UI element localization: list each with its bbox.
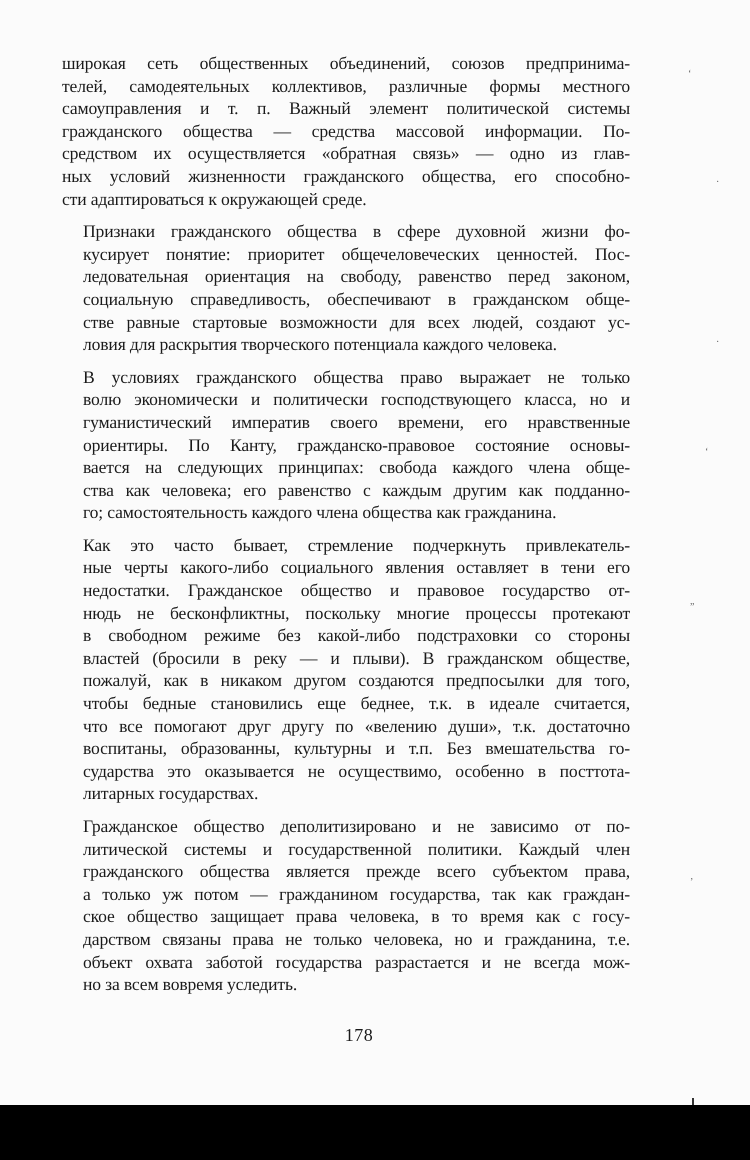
text-line: гражданского общества является прежде всего субъектом права, (83, 861, 630, 882)
text-line: ства как человека; его равенство с каждым другим как подданно- (83, 479, 630, 500)
text-line: Признаки гражданского общества в сфере духовной жизни фо- (83, 221, 630, 242)
text-line: кусирует понятие: приоритет общечеловеческих ценностей. Пос- (83, 243, 630, 264)
text-line: самоуправления и т. п. Важный элемент политической системы (62, 98, 630, 119)
text-line: объект охвата заботой государства разрастается и не всегда мож- (83, 951, 630, 972)
text-line: чтобы бедные становились еще беднее, т.к. в идеале считается, (83, 693, 630, 714)
scan-speck: ” (690, 602, 695, 613)
paragraph-4 (62, 534, 630, 805)
text-line: Как это часто бывает, стремление подчеркнуть привлекатель- (83, 534, 630, 555)
text-line: Гражданское общество деполитизировано и не зависимо от по- (83, 816, 630, 836)
text-line: литической системы и государственной политики. Каждый член (83, 838, 630, 859)
text-line: воспитаны, образованны, культурны и т.п. Без вмешательства го- (83, 738, 630, 759)
text-line: ледовательная ориентация на свободу, равенство перед законом, (83, 266, 630, 287)
text-line: телей, самодеятельных коллективов, различные формы местного (62, 75, 630, 96)
body-text (62, 52, 630, 1006)
scan-speck: · (716, 337, 720, 348)
text-line: а только уж потом — гражданином государства, так как граждан- (83, 883, 630, 904)
text-line: ориентиры. По Канту, гражданско-правовое состояние основы- (83, 434, 630, 455)
paragraph-5 (62, 815, 630, 996)
text-line: го; самостоятельность каждого члена общества как гражданина. (83, 502, 557, 523)
text-line: в свободном режиме без какой-либо подстраховки со стороны (83, 625, 630, 646)
text-line: широкая сеть общественных объединений, союзов предпринима- (62, 53, 630, 73)
text-line: стве равные стартовые возможности для всех людей, создают ус- (83, 311, 630, 332)
text-line: средством их осуществляется «обратная связь» — одно из глав- (62, 143, 630, 164)
text-line: нюдь не бесконфликтны, поскольку многие процессы протекают (83, 602, 630, 623)
scan-speck: ’ (690, 877, 694, 888)
paragraph-3 (62, 366, 630, 524)
page-number-text: 178 (344, 1025, 374, 1045)
text-line: ных условий жизненности гражданского общества, его способно- (62, 165, 630, 186)
scan-speck: · (716, 177, 720, 188)
text-line: ные черты какого-либо социального явления оставляет в тени его (83, 557, 630, 578)
text-line: волю экономически и политически господствующего класса, но и (83, 389, 630, 410)
text-line: литарных государствах. (83, 783, 259, 804)
text-line: ловия для раскрытия творческого потенциала каждого человека. (83, 334, 557, 355)
scan-dark-band (0, 1105, 750, 1160)
page-number (0, 1025, 750, 1046)
text-line: пожалуй, как в никаком другом создаются предпосылки для того, (83, 670, 630, 691)
scan-speck: ‘ (688, 69, 692, 80)
paragraph-1 (62, 52, 630, 210)
text-line: недостатки. Гражданское общество и правовое государство от- (83, 580, 630, 601)
text-line: что все помогают друг другу по «велению души», т.к. достаточно (83, 715, 630, 736)
scan-speck: ‘ (705, 447, 709, 458)
paragraph-2 (62, 220, 630, 356)
text-line: социальную справедливость, обеспечивают в гражданском обще- (83, 288, 630, 309)
text-line: гуманистический императив своего времени, его нравственные (83, 411, 630, 432)
text-line: властей (бросили в реку — и плыви). В гражданском обществе, (83, 647, 630, 668)
text-line: гражданского общества — средства массовой информации. По- (62, 120, 630, 141)
text-line: ское общество защищает права человека, в то время как с госу- (83, 906, 630, 927)
text-line: сти адаптироваться к окружающей среде. (62, 188, 367, 209)
text-line: сударства это оказывается не осуществимо, особенно в посттота- (83, 760, 630, 781)
text-line: В условиях гражданского общества право выражает не только (83, 366, 630, 387)
text-line: вается на следующих принципах: свобода каждого члена обще- (83, 457, 630, 478)
text-line: но за всем вовремя уследить. (83, 974, 298, 995)
text-line: дарством связаны права не только человека, но и гражданина, т.е. (83, 928, 630, 949)
